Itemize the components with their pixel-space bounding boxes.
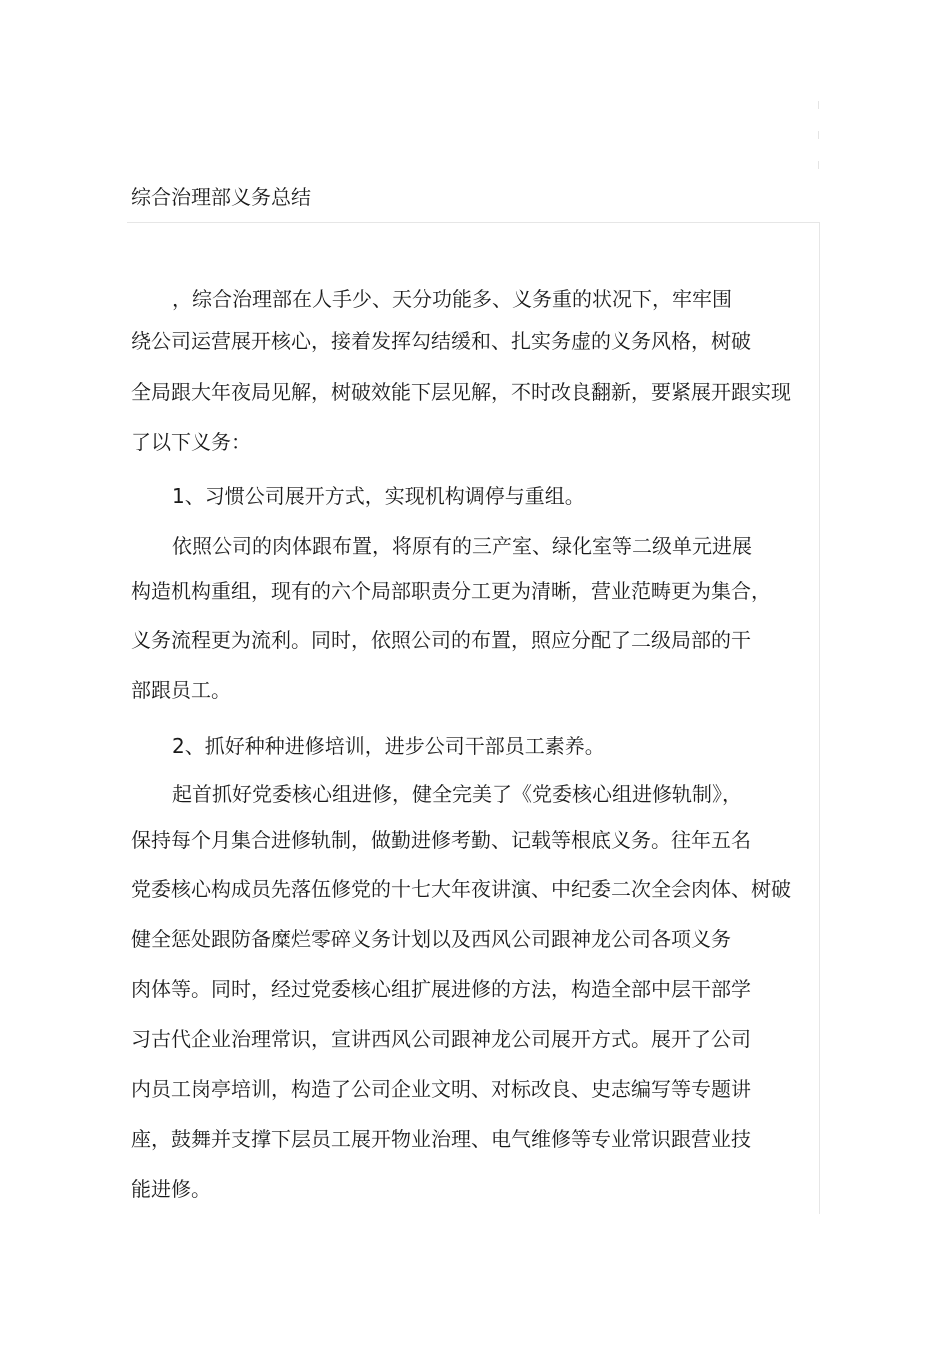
paragraph-line: 部跟员工。: [131, 678, 231, 702]
paragraph-line: 内员工岗亭培训，构造了公司企业文明、对标改良、史志编写等专题讲: [131, 1077, 751, 1101]
section-heading: 1、习惯公司展开方式，实现机构调停与重组。: [172, 484, 585, 508]
paragraph-line: 能进修。: [131, 1177, 211, 1201]
title-divider: [127, 222, 820, 223]
paragraph-line: 起首抓好党委核心组进修，健全完美了《党委核心组进修轨制》，: [172, 782, 742, 806]
paragraph-line: 了以下义务：: [131, 430, 251, 454]
section-heading: 2、抓好种种进修培训，进步公司干部员工素养。: [172, 734, 605, 758]
scan-mark: [818, 101, 819, 109]
paragraph-line: 党委核心构成员先落伍修党的十七大年夜讲演、中纪委二次全会肉体、树破: [131, 877, 791, 901]
scan-mark: [818, 131, 819, 139]
paragraph-line: 保持每个月集合进修轨制，做勤进修考勤、记载等根底义务。往年五名: [131, 828, 751, 852]
paragraph-line: 义务流程更为流利。同时，依照公司的布置，照应分配了二级局部的干: [131, 628, 751, 652]
paragraph-line: ，综合治理部在人手少、天分功能多、义务重的状况下，牢牢围: [172, 287, 732, 311]
margin-rule: [819, 222, 820, 1214]
paragraph-line: 健全惩处跟防备糜烂零碎义务计划以及西风公司跟神龙公司各项义务: [131, 927, 731, 951]
paragraph-line: 全局跟大年夜局见解，树破效能下层见解，不时改良翻新，要紧展开跟实现: [131, 380, 791, 404]
paragraph-line: 构造机构重组，现有的六个局部职责分工更为清晰，营业范畴更为集合，: [131, 579, 771, 603]
paragraph-line: 肉体等。同时，经过党委核心组扩展进修的方法，构造全部中层干部学: [131, 977, 751, 1001]
paragraph-line: 习古代企业治理常识，宣讲西风公司跟神龙公司展开方式。展开了公司: [131, 1027, 751, 1051]
scan-mark: [818, 161, 819, 169]
page-title: 综合治理部义务总结: [131, 185, 311, 209]
paragraph-line: 依照公司的肉体跟布置，将原有的三产室、绿化室等二级单元进展: [172, 534, 752, 558]
paragraph-line: 座，鼓舞并支撑下层员工展开物业治理、电气维修等专业常识跟营业技: [131, 1127, 751, 1151]
paragraph-line: 绕公司运营展开核心，接着发挥勾结缓和、扎实务虚的义务风格，树破: [131, 329, 751, 353]
